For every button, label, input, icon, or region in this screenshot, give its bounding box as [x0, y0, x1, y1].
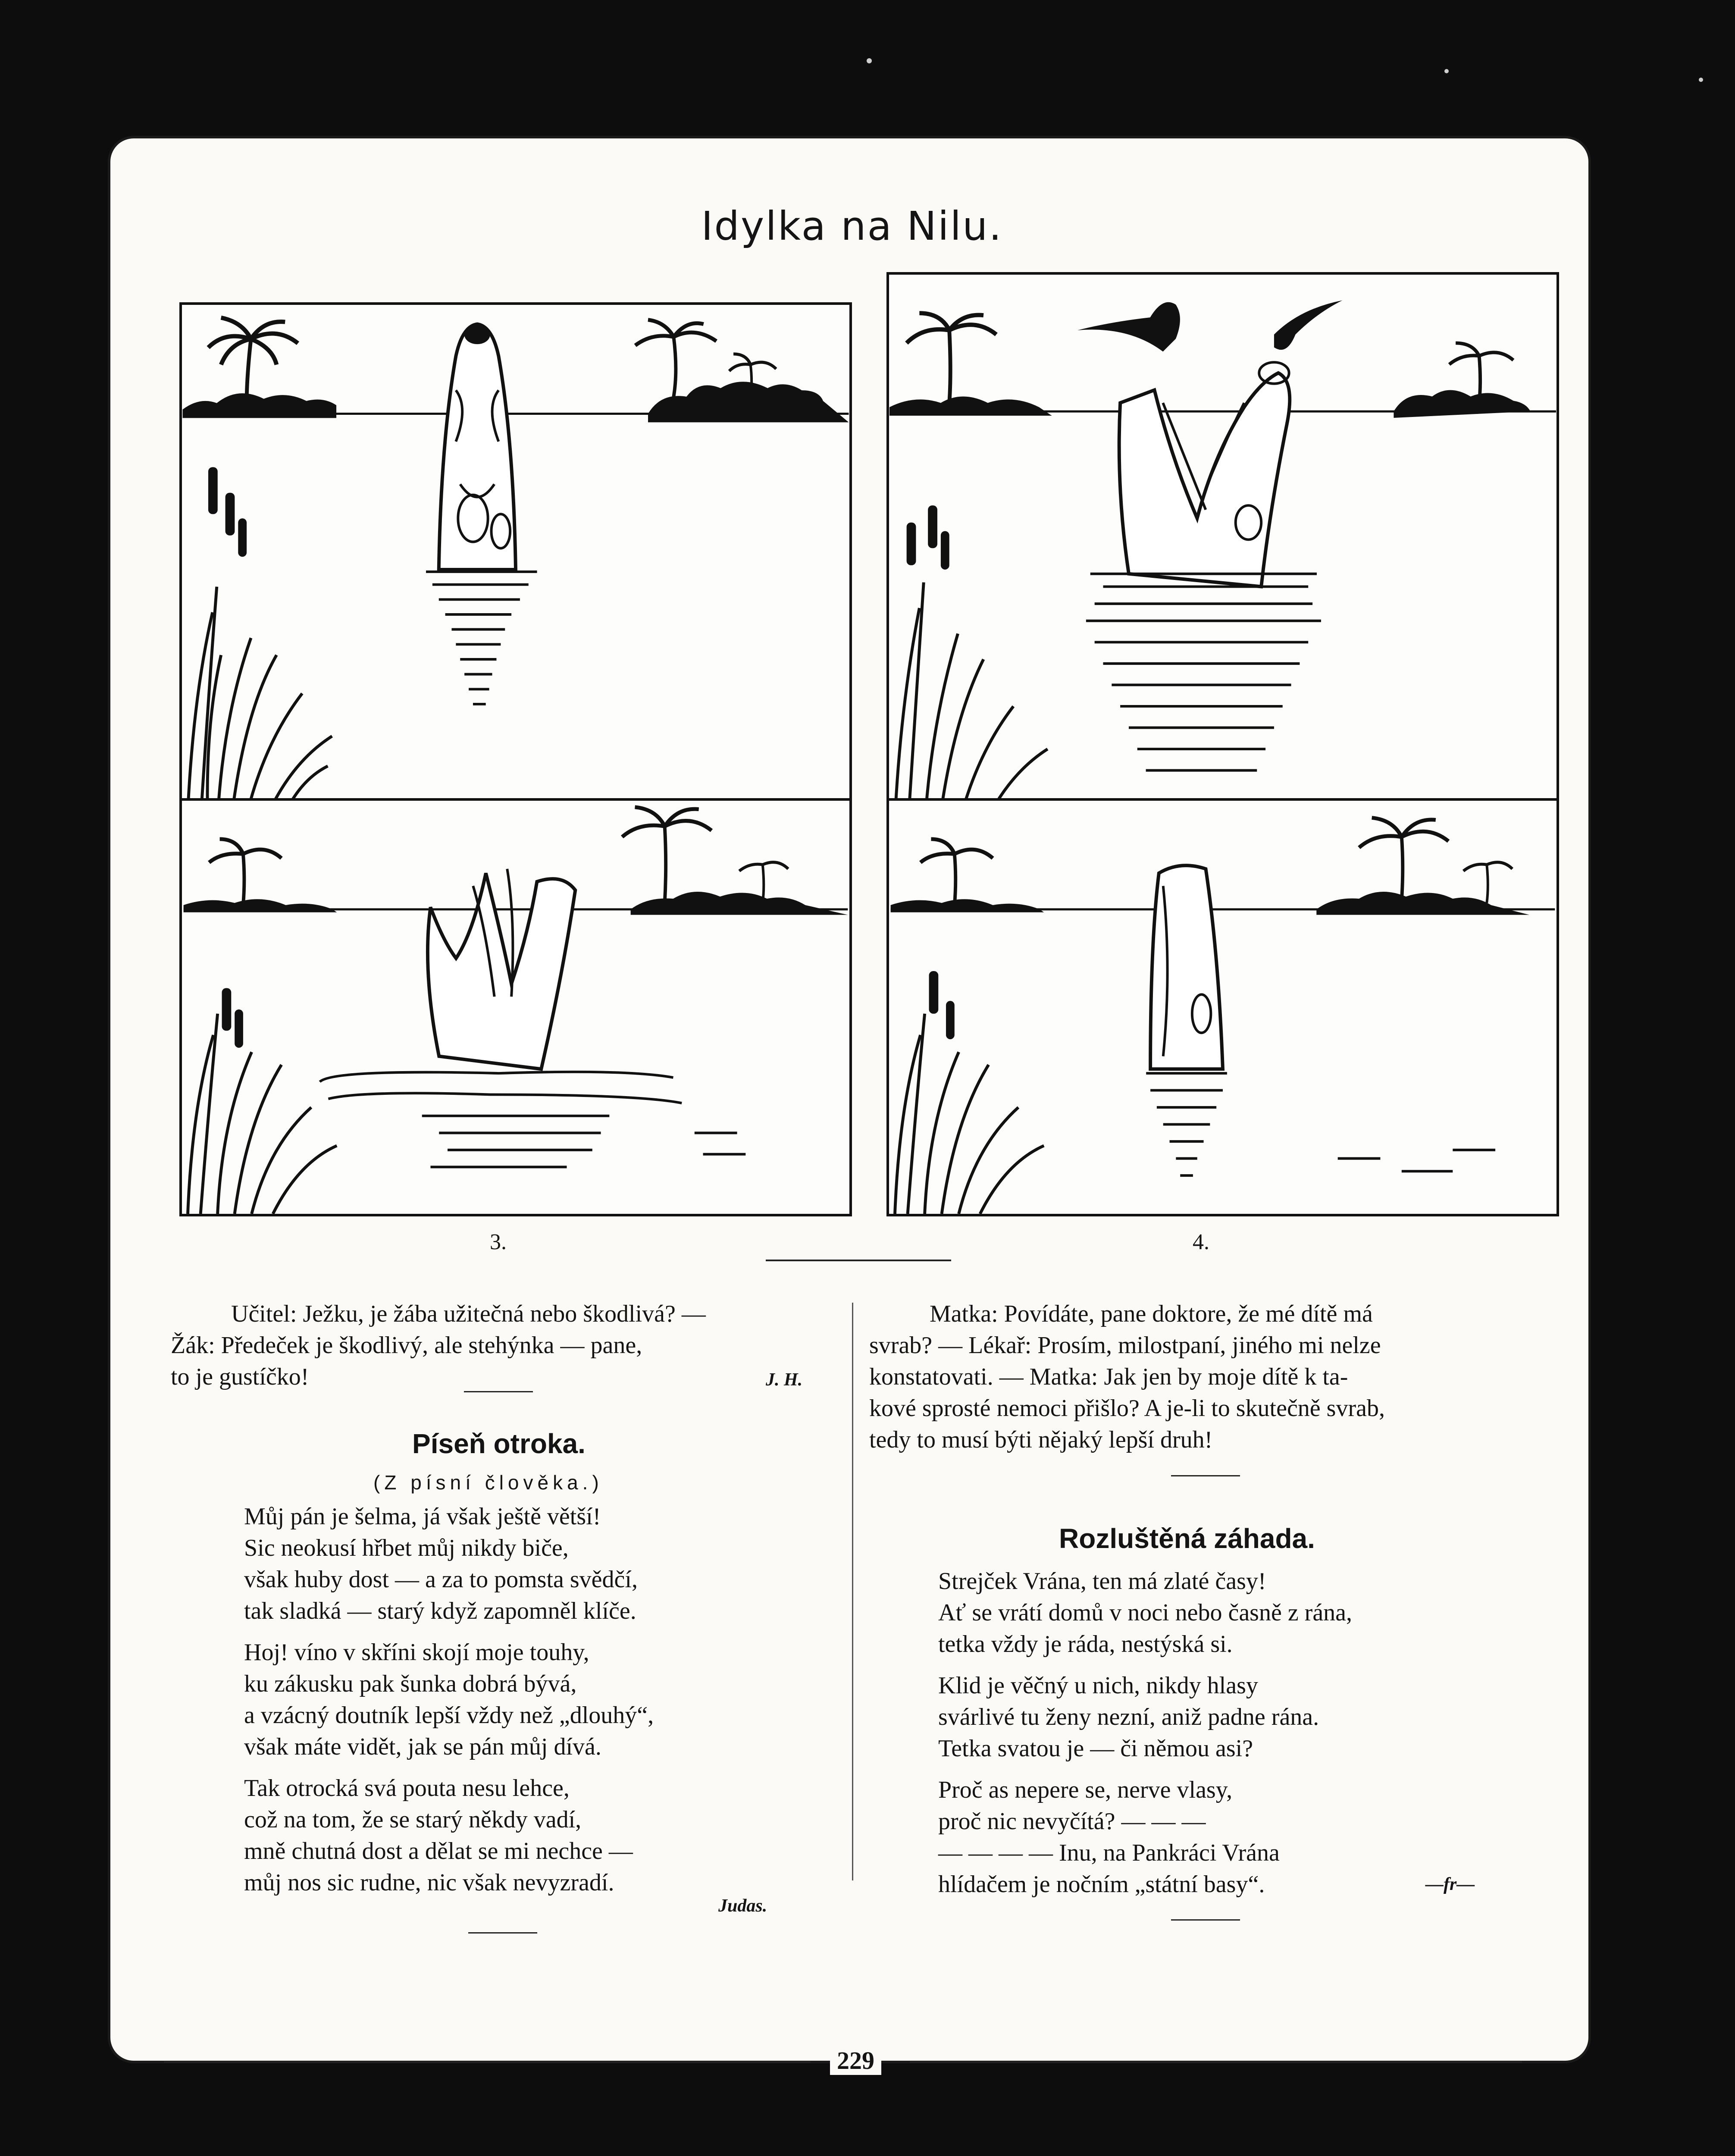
- joke-line: Matka: Povídáte, pane doktore, že mé dítě má: [930, 1300, 1373, 1327]
- separator: [766, 1260, 951, 1261]
- comic-panel-1: [179, 302, 852, 837]
- page-title: Idylka na Nilu.: [701, 203, 1003, 249]
- joke-line: to je gustíčko!: [171, 1363, 309, 1390]
- poem-line: tetka vždy je ráda, nestýská si.: [938, 1631, 1233, 1658]
- separator: [1171, 1919, 1240, 1921]
- panel-1-illustration: [182, 305, 849, 834]
- poem-line: Tetka svatou je — či němou asi?: [938, 1735, 1253, 1762]
- poem-line: Můj pán je šelma, já však ještě větší!: [244, 1503, 601, 1530]
- poem-line: však máte vidět, jak se pán můj dívá.: [244, 1733, 601, 1760]
- poem-line: a vzácný doutník lepší vždy než „dlouhý“,: [244, 1702, 654, 1729]
- footer-rule-left: [164, 2061, 811, 2063]
- comic-panel-2: [886, 272, 1559, 850]
- page: [108, 136, 1591, 2063]
- joke-line: kové sprosté nemoci přišlo? A je-li to skutečně svrab,: [869, 1395, 1385, 1422]
- joke-line: Učitel: Ježku, je žába užitečná nebo škodlivá? —: [231, 1300, 706, 1327]
- poem-title: Píseň otroka.: [412, 1428, 586, 1459]
- poem-line: Tak otrocká svá pouta nesu lehce,: [244, 1775, 570, 1802]
- poem-line: Strejček Vrána, ten má zlaté časy!: [938, 1568, 1266, 1595]
- signature: J. H.: [766, 1370, 803, 1390]
- footer-rule-right: [910, 2061, 1522, 2063]
- joke-line: Žák: Předeček je škodlivý, ale stehýnka — pane,: [171, 1332, 642, 1359]
- comic-panel-4: [886, 798, 1559, 1216]
- poem-line: mně chutná dost a dělat se mi nechce —: [244, 1838, 633, 1865]
- poem-line: což na tom, že se starý někdy vadí,: [244, 1806, 582, 1833]
- poem-subtitle: (Z písní člověka.): [373, 1471, 603, 1494]
- poem-line: Proč as nepere se, nerve vlasy,: [938, 1777, 1233, 1803]
- page-number: 229: [830, 2046, 881, 2075]
- poem-line: Sic neokusí hřbet můj nikdy biče,: [244, 1535, 569, 1561]
- separator: [468, 1932, 537, 1934]
- panel-4-illustration: [889, 801, 1556, 1214]
- joke-line: konstatovati. — Matka: Jak jen by moje dítě k ta-: [869, 1363, 1348, 1390]
- poem-line: svárlivé tu ženy nezní, aniž padne rána.: [938, 1704, 1319, 1730]
- column-divider: [852, 1303, 853, 1880]
- panel-number: 4.: [1193, 1230, 1209, 1254]
- panel-number: 3.: [490, 1230, 507, 1254]
- poem-title: Rozluštěná záhada.: [1059, 1523, 1315, 1554]
- joke-line: svrab? — Lékař: Prosím, milostpaní, jiného mi nelze: [869, 1332, 1381, 1359]
- panel-3-illustration: [182, 801, 849, 1214]
- poem-line: však huby dost — a za to pomsta svědčí,: [244, 1566, 638, 1593]
- panel-2-illustration: [889, 275, 1556, 847]
- signature: Judas.: [718, 1896, 767, 1916]
- signature: —fr—: [1425, 1874, 1475, 1894]
- poem-line: — — — — Inu, na Pankráci Vrána: [938, 1839, 1280, 1866]
- poem-line: tak sladká — starý když zapomněl klíče.: [244, 1598, 636, 1624]
- separator: [1171, 1475, 1240, 1476]
- poem-line: hlídačem je nočním „státní basy“.: [938, 1871, 1265, 1898]
- poem-line: Ať se vrátí domů v noci nebo časně z rána,: [938, 1599, 1353, 1626]
- separator: [464, 1391, 533, 1392]
- poem-line: proč nic nevyčítá? — — —: [938, 1808, 1206, 1835]
- joke-line: tedy to musí býti nějaký lepší druh!: [869, 1426, 1213, 1453]
- poem-line: můj nos sic rudne, nic však nevyzradí.: [244, 1869, 614, 1896]
- poem-line: ku zákusku pak šunka dobrá bývá,: [244, 1670, 577, 1697]
- poem-line: Klid je věčný u nich, nikdy hlasy: [938, 1672, 1258, 1699]
- comic-panel-3: [179, 798, 852, 1216]
- poem-line: Hoj! víno v skříni skojí moje touhy,: [244, 1639, 589, 1666]
